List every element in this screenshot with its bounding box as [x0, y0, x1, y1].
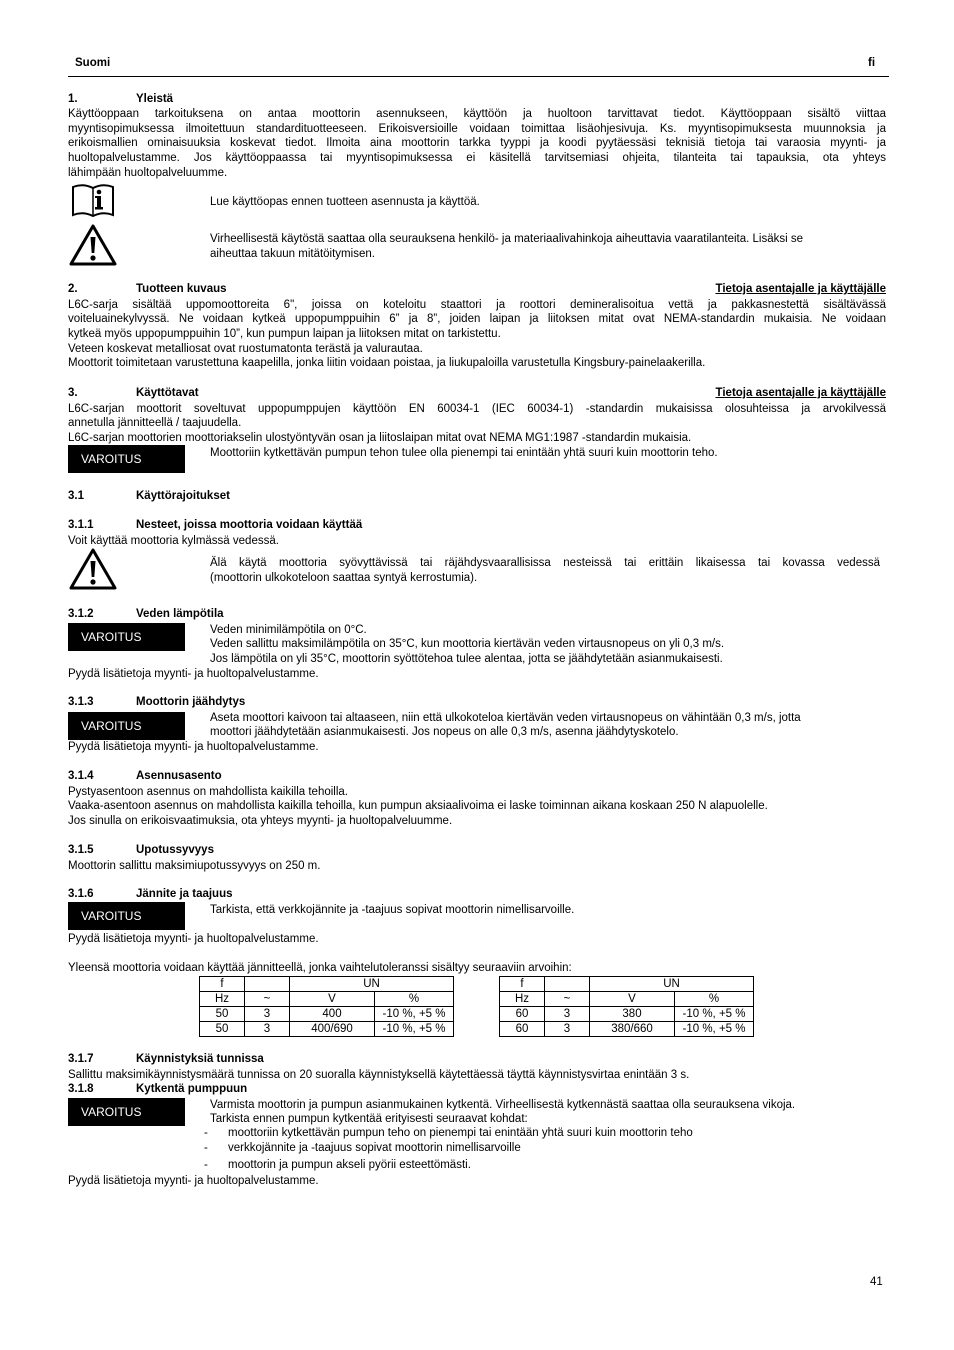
section-number: 3. [68, 387, 78, 399]
table-cell: 380/660 [590, 1022, 675, 1037]
paragraph-line: Pystyasentoon asennus on mahdollista kaikilla tehoilla. [68, 785, 348, 798]
table-cell: 50 [200, 1007, 245, 1022]
section-title: Yleistä [136, 93, 174, 105]
warning-text-line: Virheellisestä käytöstä saattaa olla seurauksena henkilö- ja materiaalivahinkoja aiheuttavia vaaratilanteita. Lisäksi se [210, 233, 804, 245]
paragraph-line: L6C-sarjan moottorit soveltuvat uppopumppujen käyttöön EN 60034-1 (IEC 60034-1) -standardin mukaisissa olosuhteissa ja arvokilvessä [68, 402, 886, 415]
table-header-cell: Hz [500, 992, 545, 1007]
table-header-cell [245, 977, 290, 992]
section-audience: Tietoja asentajalle ja käyttäjälle [715, 283, 886, 295]
section-title: Käyttörajoitukset [136, 490, 230, 502]
table-header-cell: Hz [200, 992, 245, 1007]
paragraph-line: myyntisopimuksessa ilmoitettuun standardituotteeseen. Erikoisversioille voidaan toimittaa lisäohjesivuja. Ks. myyntisopimuksesta muunnoksia ja [68, 122, 886, 135]
voltage-table-60hz [499, 976, 754, 1037]
paragraph-line: voiteluainekylvyssä. Ne voidaan kytkeä uppopumppuihin 6” ja 8”, joiden laipan ja liitoksen mitat ovat NEMA-standardin mukaisia. Ne voidaan [68, 313, 886, 326]
table-cell: 60 [500, 1007, 545, 1022]
table-row [500, 1007, 754, 1022]
bullet-item: verkkojännite ja -taajuus sopivat moottorin nimellisarvoille [228, 1142, 521, 1154]
paragraph-line: Veteen koskevat metalliosat ovat ruostumatonta terästä ja valurautaa. [68, 342, 423, 355]
section-number: 3.1.5 [68, 844, 94, 856]
warning-text: Tarkista, että verkkojännite ja -taajuus sopivat moottorin nimellisarvoille. [210, 903, 575, 916]
table-cell: -10 %, +5 % [375, 1022, 454, 1037]
paragraph-line: Sallittu maksimikäynnistysmäärä tunnissa on 20 suoralla käynnistyksellä käytettäessä täyttä käynnistysvirtaa enintään 3 s. [68, 1068, 690, 1081]
section-number: 3.1.4 [68, 770, 94, 782]
table-cell: -10 %, +5 % [675, 1007, 754, 1022]
paragraph-line: Voit käyttää moottoria kylmässä vedessä. [68, 534, 279, 547]
section-number: 3.1.6 [68, 888, 94, 900]
warning-text: Moottoriin kytkettävän pumpun tehon tulee olla pienempi tai enintään yhtä suuri kuin moottorin teho. [210, 447, 718, 459]
section-number: 3.1.3 [68, 696, 94, 708]
table-header-cell: f [200, 977, 245, 992]
table-row [500, 1022, 754, 1037]
warning-text-line: Veden minimilämpötila on 0°C. [210, 623, 367, 636]
contact-line: Pyydä lisätietoja myynti- ja huoltopalvelustamme. [68, 667, 319, 680]
section-title: Veden lämpötila [136, 608, 224, 620]
section-number: 3.1.2 [68, 608, 94, 620]
paragraph-line: Moottorin sallittu maksimiupotussyvyys on 250 m. [68, 859, 321, 872]
table-cell: 60 [500, 1022, 545, 1037]
paragraph-line: Käyttöoppaan tarkoituksena on antaa moottorin asennukseen, käyttöön ja huoltoon tarvittavat tiedot. Käyttöoppaan sisältö viittaa [68, 108, 886, 120]
bullet-mark: - [204, 1127, 208, 1139]
header-divider [68, 76, 889, 77]
section-title: Jännite ja taajuus [136, 888, 233, 900]
table-header-cell: f [500, 977, 545, 992]
warning-text-line: Veden sallittu maksimilämpötila on 35°C, kun moottoria kiertävän veden virtausnopeus on yli 0,3 m/s. [210, 638, 725, 651]
section-title: Asennusasento [136, 770, 222, 782]
table-cell: 400/690 [290, 1022, 375, 1037]
section-title: Upotussyvyys [136, 844, 214, 856]
bullet-mark: - [204, 1159, 208, 1171]
warning-triangle-icon [69, 224, 117, 266]
paragraph-line: Yleensä moottoria voidaan käyttää jännitteellä, jonka vaihtelutoleranssi sisältyy seuraaviin arvoihin: [68, 962, 572, 974]
warning-text-line: (moottorin ulkokoteloon saattaa syntyä kerrostumia). [210, 571, 478, 584]
bullet-mark: - [204, 1142, 208, 1154]
header-language-code: fi [868, 57, 876, 69]
section-number: 3.1.1 [68, 519, 94, 531]
paragraph-line: erikoismallien ominaisuuksia koskevat tiedot. Ilmoita aina moottorin tarkka tyyppi ja koodi pyytäessäsi teknisiä tietoja tai varaosia myynti- ja [68, 137, 886, 150]
table-cell: 400 [290, 1007, 375, 1022]
warning-badge: VAROITUS [68, 1098, 185, 1126]
paragraph-line: annetulla jännitteellä / taajuudella. [68, 417, 242, 430]
section-title: Käyttötavat [136, 387, 199, 399]
table-row [200, 1007, 454, 1022]
warning-text-line: Aseta moottori kaivoon tai altaaseen, niin että ulkokoteloa kiertävän veden virtausnopeus on vähintään 0,3 m/s, jotta [210, 711, 801, 724]
table-cell: 3 [245, 1007, 290, 1022]
paragraph-line: Jos sinulla on erikoisvaatimuksia, ota yhteys myynti- ja huoltopalveluumme. [68, 814, 453, 827]
paragraph-line: Vaaka-asentoon asennus on mahdollista kaikilla tehoilla, kun pumpun aksiaalivoima ei laske toiminnan aikana koskaan 250 N alapuolelle. [68, 800, 768, 813]
section-number: 3.1.7 [68, 1053, 94, 1065]
section-number: 3.1.8 [68, 1083, 94, 1095]
contact-line: Pyydä lisätietoja myynti- ja huoltopalvelustamme. [68, 1174, 319, 1187]
section-title: Tuotteen kuvaus [136, 283, 227, 295]
page-number: 41 [870, 1276, 883, 1288]
table-cell: 3 [545, 1022, 590, 1037]
paragraph-line: huoltopalvelustamme. Jos käyttöoppaassa tai myyntisopimuksessa ei käsitellä tarvitsemiasi ohjeita, tilanteita tai tapauksia, ota yhteys [68, 152, 886, 165]
table-cell: -10 %, +5 % [675, 1022, 754, 1037]
table-cell: 3 [245, 1022, 290, 1037]
warning-badge: VAROITUS [68, 902, 185, 930]
table-header-cell: ~ [545, 992, 590, 1007]
contact-line: Pyydä lisätietoja myynti- ja huoltopalvelustamme. [68, 741, 319, 753]
voltage-table-50hz [199, 976, 454, 1037]
warning-text-line: Varmista moottorin ja pumpun asianmukainen kytkentä. Virheellisestä kytkennästä saattaa olla seurauksena vikoja. [210, 1098, 796, 1111]
read-manual-notice: Lue käyttöopas ennen tuotteen asennusta ja käyttöä. [210, 196, 480, 208]
table-header-cell: UN [590, 977, 754, 992]
bullet-item: moottoriin kytkettävän pumpun teho on pienempi tai enintään yhtä suuri kuin moottorin teho [228, 1127, 693, 1139]
table-header-cell: UN [290, 977, 454, 992]
warning-text-line: aiheuttaa takuun mitätöitymisen. [210, 247, 375, 260]
warning-triangle-icon [69, 548, 117, 590]
section-title: Nesteet, joissa moottoria voidaan käyttää [136, 519, 363, 531]
section-title: Kytkentä pumppuun [136, 1083, 248, 1095]
paragraph-line: lähimpään huoltopalveluumme. [68, 166, 228, 179]
paragraph-line: kytkeä myös uppopumppuihin 10”, kun pumpun laipan ja liitoksen mitat on tarkistettu. [68, 327, 501, 340]
warning-text-line: Älä käytä moottoria syövyttävissä tai räjähdysvaarallisissa nesteissä tai erittäin likaisessa tai kovassa vedessä [210, 557, 880, 569]
table-header-cell: % [675, 992, 754, 1007]
section-title: Moottorin jäähdytys [136, 696, 246, 708]
paragraph-line: Moottorit toimitetaan varustettuna kaapelilla, jonka liitin voidaan poistaa, ja liukupaloilla varustetulla Kingsbury-painelaakerilla. [68, 357, 706, 370]
table-cell: 50 [200, 1022, 245, 1037]
table-cell: 380 [590, 1007, 675, 1022]
section-number: 3.1 [68, 490, 84, 502]
section-number: 1. [68, 93, 78, 105]
read-manual-icon [70, 183, 116, 219]
table-header-cell: % [375, 992, 454, 1007]
warning-text-line: moottori jäähdytetään asianmukaisesti. Jos nopeus on alle 0,3 m/s, asenna jäähdytyskotelo. [210, 726, 679, 739]
table-cell: 3 [545, 1007, 590, 1022]
table-header-cell: ~ [245, 992, 290, 1007]
section-number: 2. [68, 283, 78, 295]
table-header-cell [545, 977, 590, 992]
table-header-cell: V [590, 992, 675, 1007]
section-audience: Tietoja asentajalle ja käyttäjälle [715, 387, 886, 399]
contact-line: Pyydä lisätietoja myynti- ja huoltopalvelustamme. [68, 932, 319, 945]
bullet-item: moottorin ja pumpun akseli pyörii esteettömästi. [228, 1159, 471, 1171]
table-row [200, 1022, 454, 1037]
warning-badge: VAROITUS [68, 623, 185, 651]
warning-badge: VAROITUS [68, 712, 185, 740]
section-title: Käynnistyksiä tunnissa [136, 1053, 264, 1065]
warning-text-line: Jos lämpötila on yli 35°C, moottorin syöttötehoa tulee alentaa, jotta se jäähdytetään asianmukaisesti. [210, 652, 723, 665]
warning-text-line: Tarkista ennen pumpun kytkentää erityisesti seuraavat kohdat: [210, 1113, 528, 1126]
warning-badge: VAROITUS [68, 445, 185, 473]
header-language: Suomi [75, 57, 111, 69]
paragraph-line: L6C-sarja sisältää uppomoottoreita 6", joissa on koteloitu staattori ja roottori demineralisoitua vettä ja pakkasnestettä sisältävässä [68, 298, 886, 311]
paragraph-line: L6C-sarjan moottorien moottoriakselin ulostyöntyvän osan ja liitoslaipan mitat ovat NEMA MG1:1987 -standardin mukaisia. [68, 431, 692, 444]
table-header-cell: V [290, 992, 375, 1007]
table-cell: -10 %, +5 % [375, 1007, 454, 1022]
